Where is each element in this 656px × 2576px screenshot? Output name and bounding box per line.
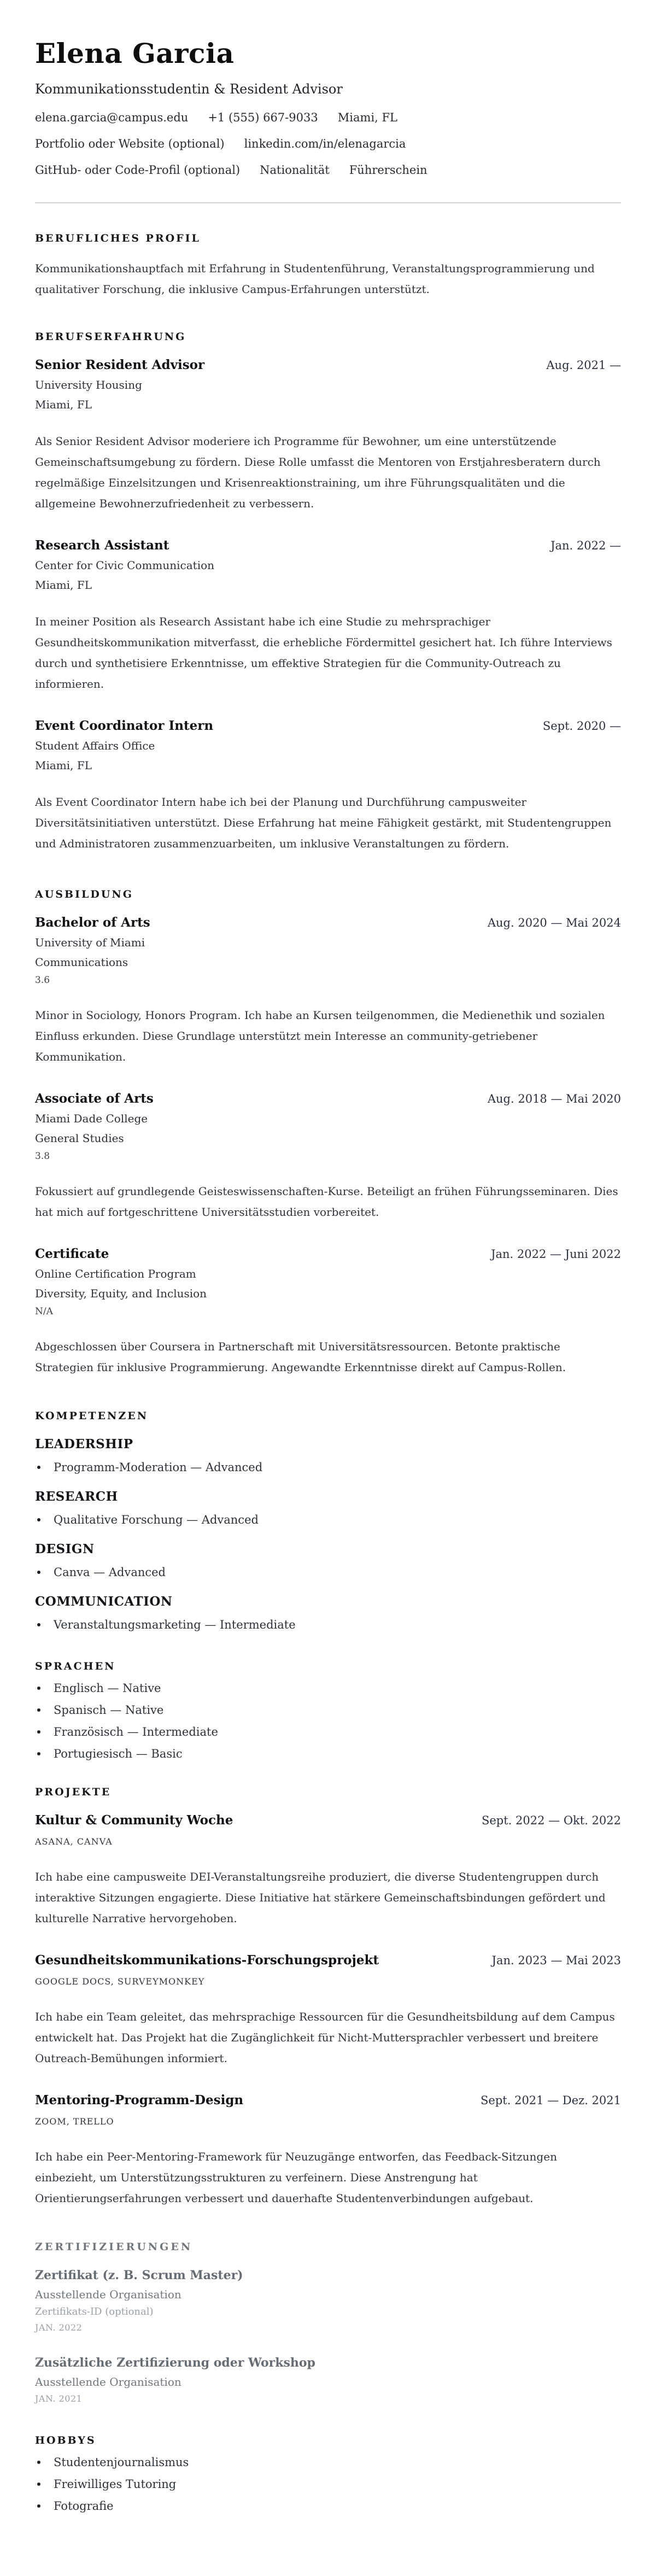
project-tools: ASANA, CANVA	[35, 1836, 113, 1847]
section-title-certifications: ZERTIFIZIERUNGEN	[35, 2241, 193, 2253]
job-title: Senior Resident Advisor	[35, 358, 205, 372]
education-description: Fokussiert auf grundlegende Geisteswissenschaften-Kurse. Beteiligt an frühen Führungsseminaren. Dies hat mich auf fortgeschrittene Universitätsstudien vorbereitet.	[35, 1185, 618, 1219]
skill-category: DESIGN	[35, 1542, 95, 1556]
degree-title: Associate of Arts	[35, 1091, 154, 1106]
certification-date: JAN. 2021	[35, 2393, 83, 2404]
certification-entry	[35, 2355, 621, 2404]
contact-row	[35, 137, 621, 151]
job-location: Miami, FL	[35, 398, 92, 411]
job-title: Event Coordinator Intern	[35, 718, 214, 733]
entry-head	[35, 1246, 621, 1262]
entry-head	[35, 2093, 621, 2108]
education-entry	[35, 1246, 621, 1378]
school-name: Miami Dade College	[35, 1112, 148, 1125]
school-name: Online Certification Program	[35, 1267, 196, 1280]
entry-head	[35, 1091, 621, 1106]
project-description: Ich habe ein Peer-Mentoring-Framework für Neuzugänge entworfen, das Feedback-Sitzungen einbezieht, um Unterstützungsstrukturen zu verfeinern. Diese Anstrengung hat Orientierungserfahrungen verbessert und dauerhafte Studentenverbindungen aufgebaut.	[35, 2150, 557, 2205]
person-name: Elena Garcia	[35, 37, 235, 69]
contact-phone: +1 (555) 667-9033	[208, 111, 318, 124]
section-projects	[35, 1785, 621, 2209]
degree-title: Certificate	[35, 1246, 109, 1261]
job-description: Als Senior Resident Advisor moderiere ich Programme für Bewohner, um eine unterstützende Gemeinschaftsumgebung zu fördern. Diese Rolle umfasst die Mentoren von Erstjahresberatern durch regelmäßige Einzelsitzungen und Krisenreaktionstraining, um ihre Führungsqualitäten und die allgemeine Bewohnerzufriedenheit zu verbessern.	[35, 435, 601, 510]
section-profile	[35, 232, 621, 300]
project-date: Jan. 2023 — Mai 2023	[491, 1954, 621, 1967]
contact-nationality: Nationalität	[260, 163, 330, 177]
section-title-languages: SPRACHEN	[35, 1660, 116, 1672]
skill-item: Programm-Moderation — Advanced	[35, 1460, 621, 1475]
gpa-value: N/A	[35, 1306, 53, 1317]
hobby-item: Studentenjournalismus	[35, 2455, 621, 2470]
skill-list	[35, 1460, 621, 1475]
job-company: University Housing	[35, 378, 142, 391]
contact-portfolio: Portfolio oder Website (optional)	[35, 137, 225, 150]
project-description: Ich habe ein Team geleitet, das mehrsprachige Ressourcen für die Gesundheitsbildung auf dem Campus entwickelt hat. Das Projekt hat die Zugänglichkeit für Nicht-Muttersprachler verbessert und breitere Outreach-Bemühungen informiert.	[35, 2010, 615, 2065]
job-company: Student Affairs Office	[35, 739, 155, 752]
language-item: Portugiesisch — Basic	[35, 1746, 621, 1761]
project-tools: ZOOM, TRELLO	[35, 2116, 114, 2127]
hobby-list	[35, 2455, 621, 2514]
language-list	[35, 1681, 621, 1761]
skill-category: COMMUNICATION	[35, 1594, 173, 1609]
project-entry	[35, 1813, 621, 1929]
skill-group	[35, 1594, 621, 1632]
skill-list	[35, 1565, 621, 1580]
contact-location: Miami, FL	[337, 111, 397, 124]
section-title-hobbies: HOBBYS	[35, 2434, 96, 2446]
entry-head	[35, 538, 621, 553]
job-location: Miami, FL	[35, 578, 92, 592]
certification-id: Zertifikats-ID (optional)	[35, 2306, 154, 2317]
job-title: Research Assistant	[35, 538, 169, 553]
skill-group	[35, 1542, 621, 1580]
contact-drivers-license: Führerschein	[349, 163, 427, 177]
education-entry	[35, 915, 621, 1067]
project-description: Ich habe eine campusweite DEI-Veranstaltungsreihe produziert, die diverse Studentengruppen durch interaktive Sitzungen engagierte. Diese Initiative hat stärkere Gemeinschaftsbindungen gefördert und kulturelle Narrative hervorgehoben.	[35, 1870, 606, 1925]
entry-head	[35, 915, 621, 930]
profile-text: Kommunikationshauptfach mit Erfahrung in Studentenführung, Veranstaltungsprogrammierung und qualitativer Forschung, die inklusive Campus-Erfahrungen unterstützt.	[35, 262, 595, 296]
section-title-profile: BERUFLICHES PROFIL	[35, 232, 201, 244]
entry-head	[35, 358, 621, 373]
skill-category: RESEARCH	[35, 1489, 118, 1504]
job-date: Jan. 2022 —	[550, 539, 621, 552]
job-date: Aug. 2021 —	[546, 359, 621, 372]
resume-header	[35, 38, 621, 177]
job-location: Miami, FL	[35, 759, 92, 772]
contact-github: GitHub- oder Code-Profil (optional)	[35, 163, 241, 177]
education-description: Minor in Sociology, Honors Program. Ich habe an Kursen teilgenommen, die Medienethik und sozialen Einfluss erkunden. Diese Grundlage unterstützt mein Interesse an community-getriebener Kommunikation.	[35, 1009, 605, 1063]
contact-row	[35, 110, 621, 125]
education-date: Aug. 2020 — Mai 2024	[487, 916, 621, 929]
skill-group	[35, 1437, 621, 1475]
section-certifications	[35, 2240, 621, 2404]
certification-name: Zertifikat (z. B. Scrum Master)	[35, 2268, 243, 2282]
gpa-value: 3.8	[35, 1151, 50, 1162]
contact-email: elena.garcia@campus.edu	[35, 111, 189, 124]
project-title: Kultur & Community Woche	[35, 1813, 233, 1828]
project-entry	[35, 2093, 621, 2209]
project-title: Mentoring-Programm-Design	[35, 2093, 244, 2107]
education-entry	[35, 1091, 621, 1222]
certification-org: Ausstellende Organisation	[35, 2375, 181, 2388]
skill-list	[35, 1617, 621, 1632]
education-date: Aug. 2018 — Mai 2020	[487, 1092, 621, 1105]
skill-item: Canva — Advanced	[35, 1565, 621, 1580]
certification-name: Zusätzliche Zertifizierung oder Workshop	[35, 2356, 315, 2370]
section-title-experience: BERUFSERFAHRUNG	[35, 331, 186, 343]
contact-row	[35, 163, 621, 177]
job-company: Center for Civic Communication	[35, 559, 215, 572]
section-title-projects: PROJEKTE	[35, 1786, 112, 1798]
degree-title: Bachelor of Arts	[35, 915, 150, 930]
field-of-study: General Studies	[35, 1132, 124, 1145]
language-item: Französisch — Intermediate	[35, 1724, 621, 1740]
entry-head	[35, 1813, 621, 1828]
section-hobbies	[35, 2434, 621, 2514]
contact-linkedin: linkedin.com/in/elenagarcia	[244, 137, 406, 150]
section-skills	[35, 1409, 621, 1632]
skill-list	[35, 1512, 621, 1527]
header-divider	[35, 202, 621, 203]
hobby-item: Freiwilliges Tutoring	[35, 2477, 621, 2492]
hobby-item: Fotografie	[35, 2498, 621, 2514]
field-of-study: Diversity, Equity, and Inclusion	[35, 1287, 207, 1300]
job-date: Sept. 2020 —	[542, 719, 621, 733]
project-date: Sept. 2021 — Dez. 2021	[481, 2094, 621, 2107]
experience-entry	[35, 538, 621, 694]
education-description: Abgeschlossen über Coursera in Partnerschaft mit Universitätsressourcen. Betonte praktische Strategien für inklusive Programmierung. Angewandte Erkenntnisse direkt auf Campus-Rollen.	[35, 1340, 566, 1374]
field-of-study: Communications	[35, 956, 128, 969]
project-date: Sept. 2022 — Okt. 2022	[481, 1814, 621, 1827]
section-title-education: AUSBILDUNG	[35, 888, 133, 900]
language-item: Englisch — Native	[35, 1681, 621, 1696]
gpa-value: 3.6	[35, 975, 50, 986]
education-date: Jan. 2022 — Juni 2022	[491, 1248, 621, 1261]
entry-head	[35, 718, 621, 734]
person-headline: Kommunikationsstudentin & Resident Advisor	[35, 81, 343, 97]
skill-group	[35, 1489, 621, 1527]
entry-head	[35, 1953, 621, 1968]
certification-entry	[35, 2268, 621, 2333]
section-title-skills: KOMPETENZEN	[35, 1410, 149, 1422]
project-tools: GOOGLE DOCS, SURVEYMONKEY	[35, 1976, 205, 1987]
section-languages	[35, 1660, 621, 1761]
certification-org: Ausstellende Organisation	[35, 2288, 181, 2301]
skill-category: LEADERSHIP	[35, 1437, 133, 1451]
school-name: University of Miami	[35, 936, 145, 949]
project-title: Gesundheitskommunikations-Forschungsprojekt	[35, 1953, 379, 1968]
project-entry	[35, 1953, 621, 2069]
section-experience	[35, 330, 621, 854]
skill-item: Qualitative Forschung — Advanced	[35, 1512, 621, 1527]
language-item: Spanisch — Native	[35, 1702, 621, 1718]
job-description: Als Event Coordinator Intern habe ich bei der Planung und Durchführung campusweiter Diversitätsinitiativen unterstützt. Diese Erfahrung hat meine Fähigkeit gestärkt, mit Studentengruppen und Administratoren zusammenzuarbeiten, um inklusive Veranstaltungen zu fördern.	[35, 795, 612, 850]
contact-block	[35, 110, 621, 177]
job-description: In meiner Position als Research Assistant habe ich eine Studie zu mehrsprachiger Gesundheitskommunikation mitverfasst, die erhebliche Fördermittel gesichert hat. Ich führe Interviews durch und synthetisiere Erkenntnisse, um effektive Strategien für die Community-Outreach zu informieren.	[35, 615, 612, 690]
certification-date: JAN. 2022	[35, 2322, 83, 2333]
experience-entry	[35, 718, 621, 854]
section-education	[35, 888, 621, 1378]
experience-entry	[35, 358, 621, 514]
skill-item: Veranstaltungsmarketing — Intermediate	[35, 1617, 621, 1632]
